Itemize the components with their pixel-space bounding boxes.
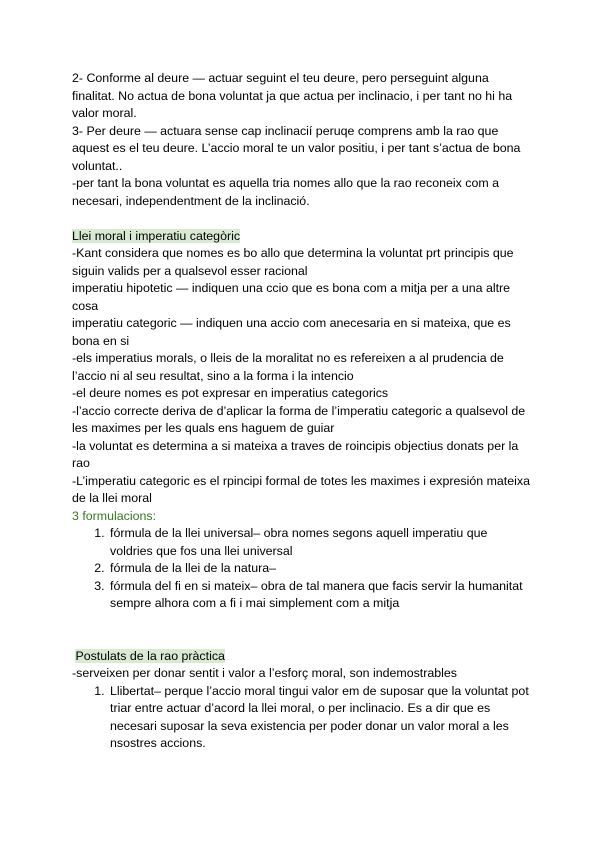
paragraph-accio-correcte: -l’accio correcte deriva de d’aplicar la forma de l’imperatiu categoric a qualsevol de les maximes per les quals ens haguem de guiar: [72, 403, 526, 435]
paragraph-conforme-al-deure: 2- Conforme al deure — actuar seguint el teu deure, pero perseguint alguna finalitat. No actua de bona voluntat ja que actua per inclinacio, i per tant no hi ha valor moral.: [72, 71, 513, 120]
section-heading-llei-moral: [72, 228, 532, 246]
paragraph-voluntat-determina: -la voluntat es determina a si mateixa a traves de roincipis objectius donats per la rao: [72, 438, 519, 470]
paragraph-imperatiu-categoric: imperatiu categoric — indiquen una accio com anecesaria en si mateixa, que es bona en si: [72, 316, 511, 348]
list-item: 1. Llibertat– perque l’accio moral tingui valor em de suposar que la voluntat pot triar entre actuar d’acord la llei moral, o per inclinacio. Es a dir que es necesari suposar la seva existencia per poder donar un valor moral a les nsostres accions.: [108, 683, 532, 753]
heading-text: Llei moral i imperatiu categòric: [72, 228, 241, 243]
document-body: [72, 70, 532, 753]
list-item: 1. fórmula de la llei universal– obra nomes segons aquell imperatiu que voldries que fos una llei universal: [108, 525, 532, 560]
paragraph-deure-expresar: -el deure nomes es pot expresar en imperatius categorics: [72, 386, 389, 400]
paragraph-kant-considera: -Kant considera que nomes es bo allo que determina la voluntat prt principis que siguin valids per a qualsevol esser racional: [72, 246, 514, 278]
list-item: 2. fórmula de la llei de la natura–: [108, 560, 532, 578]
paragraph-principi-formal: -L’imperatiu categoric es el rpincipi formal de totes les maximes i expresión mateixa de la llei moral: [72, 473, 530, 505]
subheading-formulacions: 3 formulacions:: [72, 508, 157, 523]
paragraph-per-deure: 3- Per deure — actuara sense cap inclinacií peruqe comprens amb la rao que aquest es el teu deure. L’accio moral te un valor positiu, i per tant s’actua de bona voluntat..: [72, 123, 521, 173]
paragraph-imperatiu-hipotetic: imperatiu hipotetic — indiquen una ccio que es bona com a mitja per a una altre cosa: [72, 281, 511, 313]
heading-text: Postulats de la rao pràctica: [75, 648, 225, 663]
formulations-list: [72, 525, 532, 613]
paragraph-bona-voluntat: -per tant la bona voluntat es aquella tria nomes allo que la rao reconeix com a necesari, independentment de la inclinació.: [72, 176, 500, 208]
paragraph-imperatius-morals: -els imperatius morals, o lleis de la moralitat no es refereixen a al prudencia de l’accio ni al seu resultat, sino a la forma i la intencio: [72, 351, 504, 383]
section-heading-postulats: [72, 648, 532, 666]
postulates-list: [72, 683, 532, 753]
paragraph-serveixen: -serveixen per donar sentit i valor a l’esforç moral, son indemostrables: [72, 666, 457, 680]
list-item: 3. fórmula del fi en si mateix– obra de tal manera que facis servir la humanitat sempre alhora com a fi i mai simplement com a mitja: [108, 578, 532, 613]
